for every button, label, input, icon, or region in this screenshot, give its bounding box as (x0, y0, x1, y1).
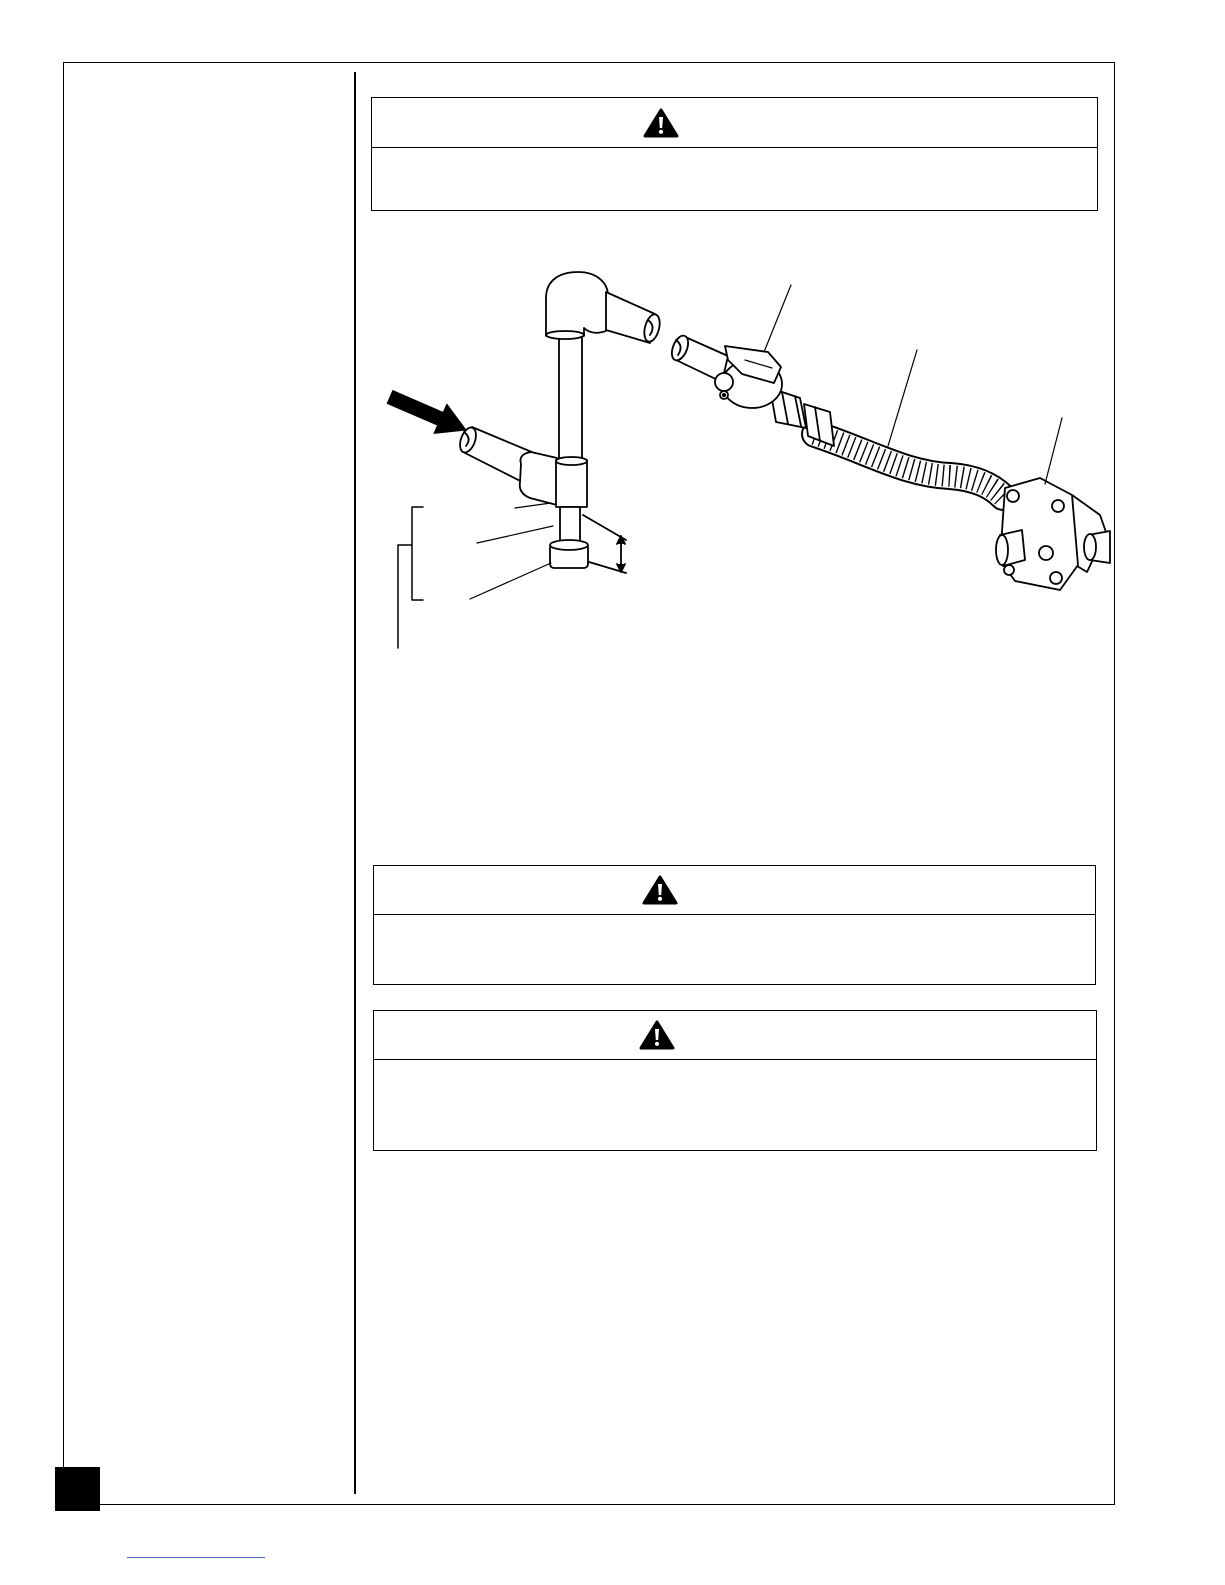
elbow (546, 272, 608, 339)
dimension-marker (583, 515, 626, 573)
leader-line (477, 526, 553, 543)
warning-triangle-icon (642, 107, 680, 139)
warning-box-3 (373, 1010, 1097, 1151)
gas-control-valve (996, 478, 1110, 590)
leader-line (1045, 418, 1062, 484)
tee-side-outlet (520, 452, 557, 505)
leader-line (888, 350, 917, 446)
page-number-marker (55, 1467, 100, 1511)
flexible-hose (815, 434, 1003, 497)
leader-line (764, 285, 791, 352)
warning-box-1 (371, 97, 1098, 211)
warning-header-3 (374, 1011, 1096, 1060)
link-underline[interactable] (127, 1557, 265, 1558)
gas-piping-assembly-illustration (370, 260, 1115, 660)
warning-box-2 (373, 865, 1096, 985)
bracket (398, 545, 412, 648)
warning-triangle-icon (638, 1019, 676, 1051)
vertical-pipe (559, 330, 582, 464)
arrow-right-icon (387, 391, 466, 434)
column-divider (354, 72, 356, 1494)
cap (550, 540, 588, 568)
bracket (412, 507, 423, 600)
warning-header-2 (374, 866, 1095, 915)
tee-body (556, 457, 587, 507)
elbow-outlet-pipe (606, 292, 662, 343)
leader-line (470, 563, 551, 599)
warning-header-1 (372, 98, 1097, 148)
warning-triangle-icon (641, 874, 679, 906)
leader-line (515, 503, 551, 508)
